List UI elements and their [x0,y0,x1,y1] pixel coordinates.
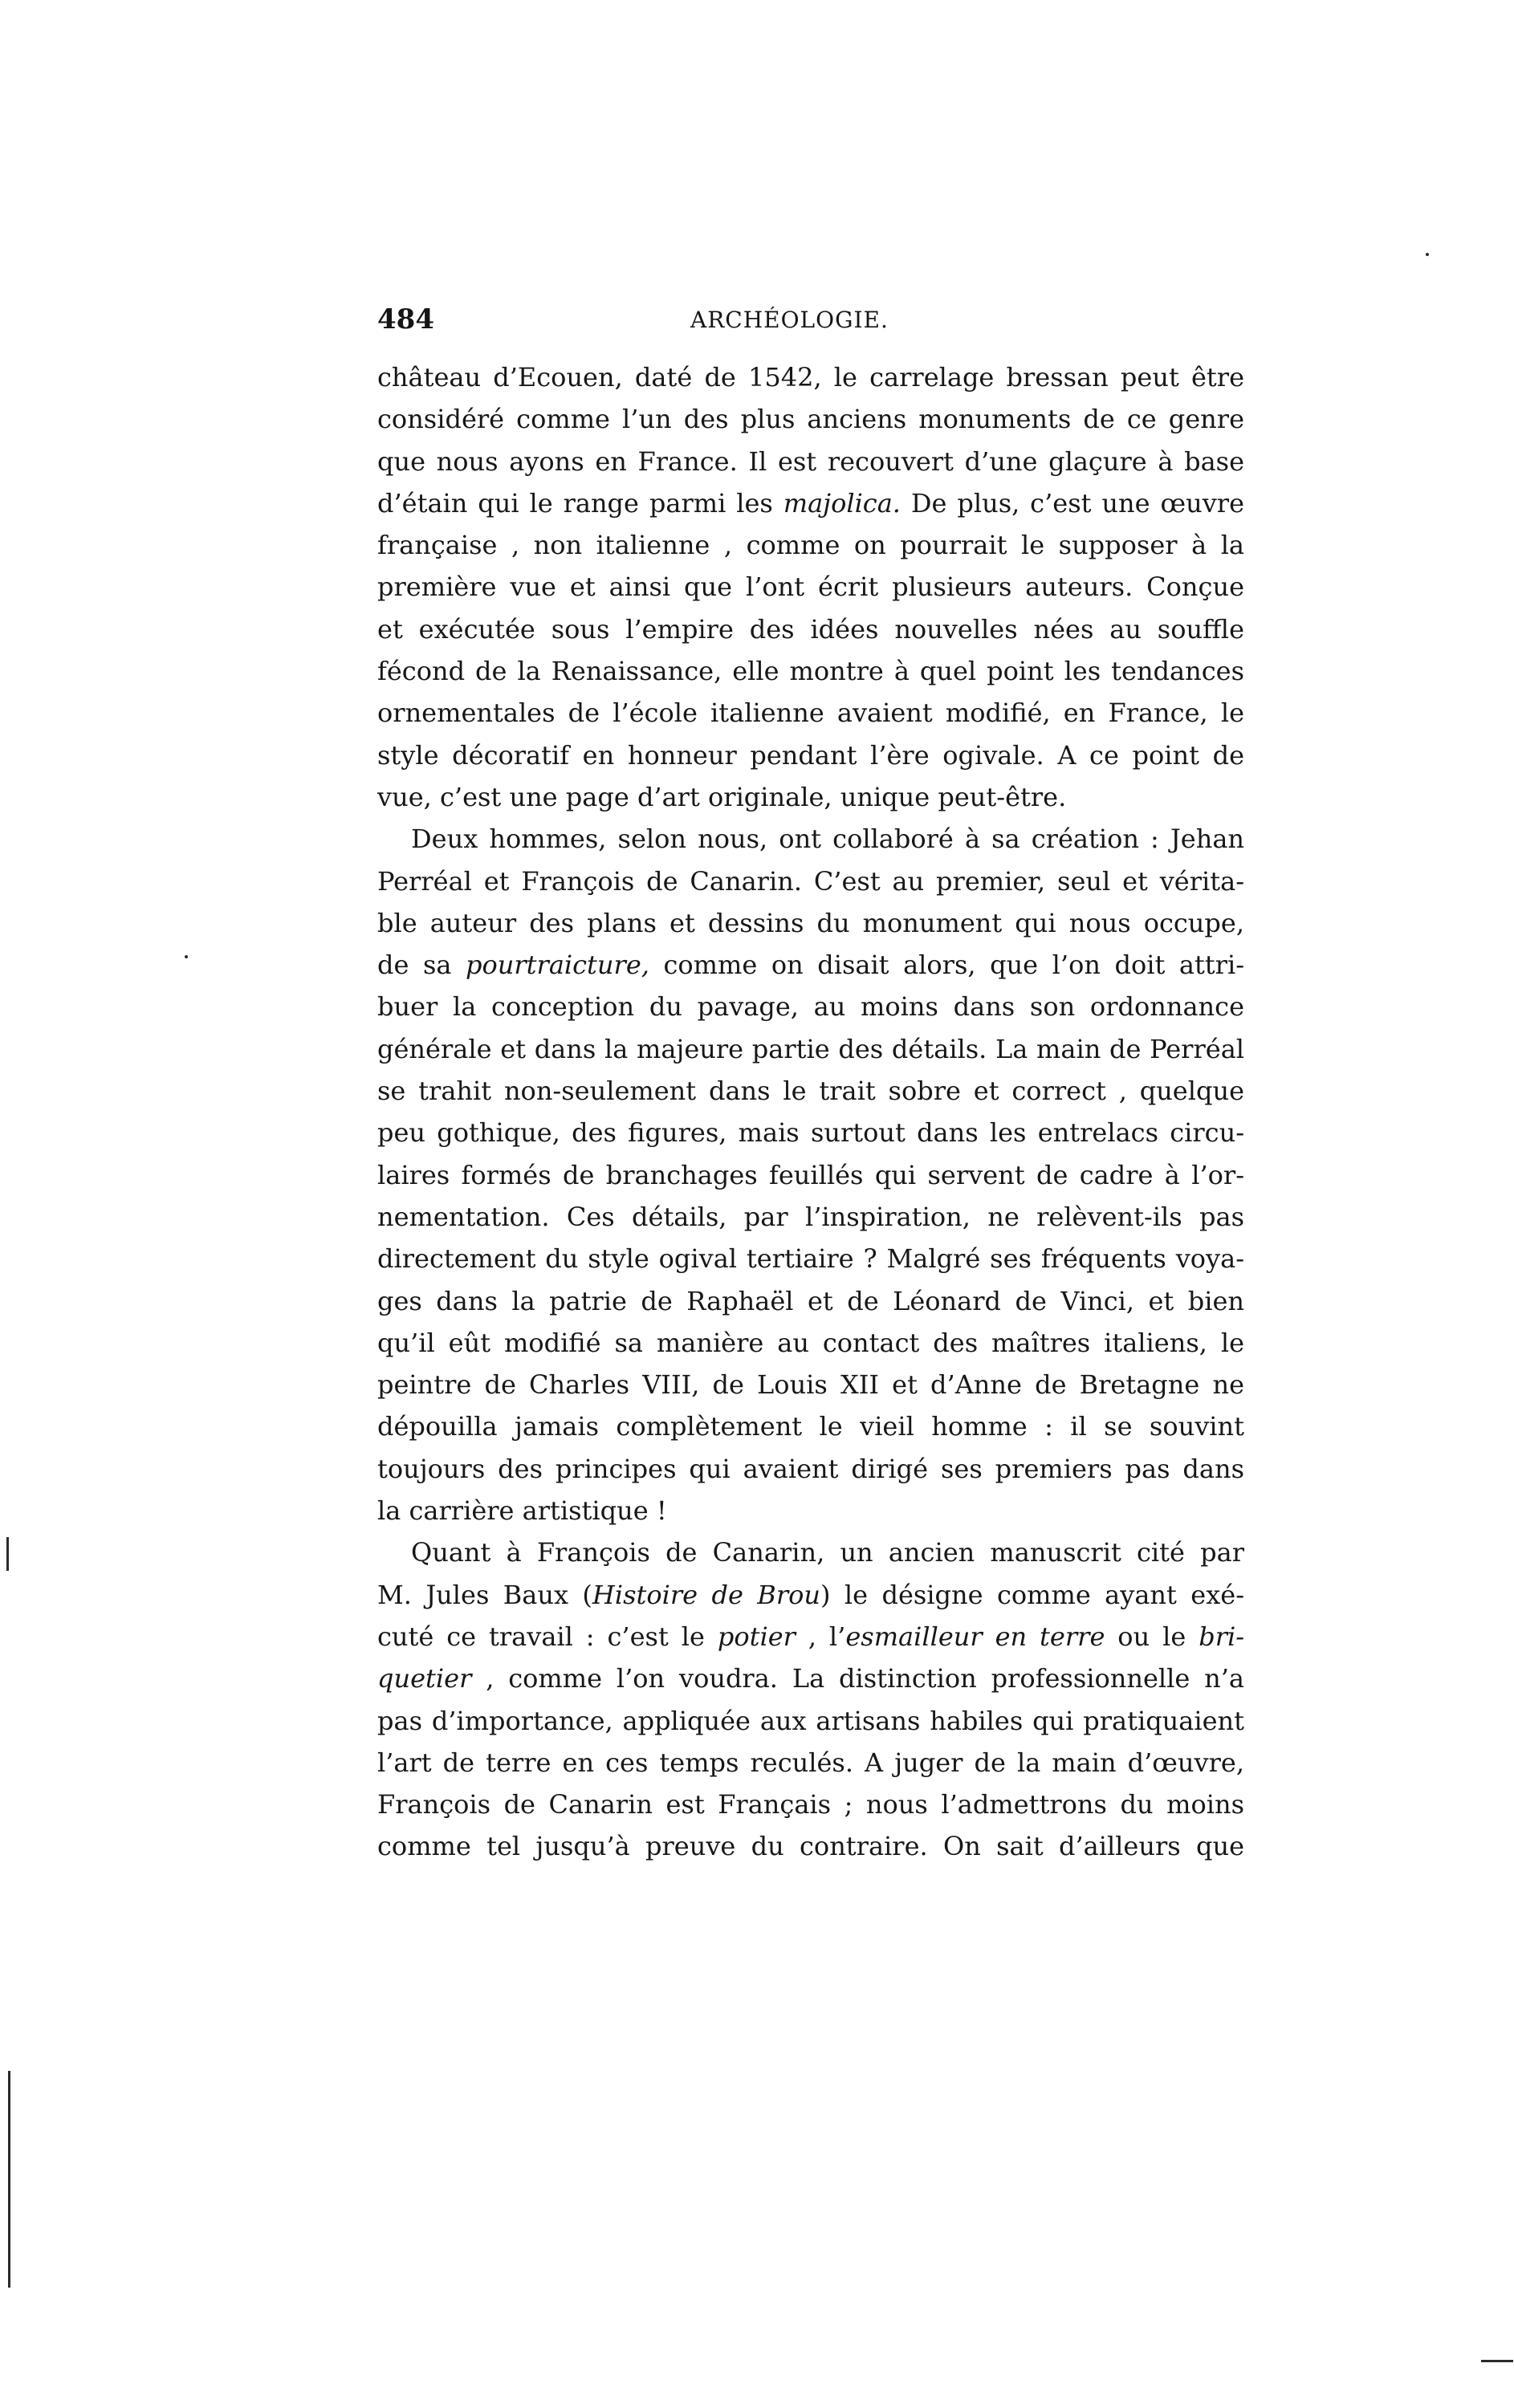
text-line: Quant à François de Canarin, un ancien manuscrit cité par [411,1537,1244,1568]
text-segment: ou le [1105,1621,1199,1652]
text-line: que nous ayons en France. Il est recouvert d’une glaçure à base [377,445,1244,477]
scan-artifact [1426,253,1429,256]
text-line: ble auteur des plans et dessins du monument qui nous occupe, [377,907,1244,938]
italic-term: bri- [1199,1621,1245,1652]
text-line: Perréal et François de Canarin. C’est au premier, seul et vérita- [377,865,1244,897]
scan-artifact [1481,2360,1513,2362]
text-line: se trahit non-seulement dans le trait sobre et correct , quelque [377,1076,1244,1107]
text-line: directement du style ogival tertiaire ? Malgré ses fréquents voya- [377,1243,1244,1275]
text-line: première vue et ainsi que l’ont écrit plusieurs auteurs. Conçue [377,571,1244,603]
text-line: française , non italienne , comme on pourrait le supposer à la [377,530,1244,561]
text-segment: M. Jules Baux ( [377,1579,592,1610]
text-line: François de Canarin est Français ; nous l’admettrons du moins [377,1789,1244,1820]
italic-title: Histoire de Brou [592,1579,820,1610]
text-line [377,1574,1244,1616]
text-line: vue, c’est une page d’art originale, unique peut-être. [377,781,1067,812]
text-line: buer la conception du pavage, au moins dans son ordonnance [377,991,1244,1023]
text-segment: comme on disait alors, que l’on doit attri- [649,950,1244,981]
text-segment: cuté ce travail : c’est le [377,1621,718,1652]
text-line: considéré comme l’un des plus anciens monuments de ce genre [377,404,1244,435]
text-line: peintre de Charles VIII, de Louis XII et d’Anne de Bretagne ne [377,1369,1244,1401]
text-line: nementation. Ces détails, par l’inspiration, ne relèvent-ils pas [377,1201,1244,1232]
scan-artifact [8,2071,10,2288]
text-line: l’art de terre en ces temps reculés. A juger de la main d’œuvre, [377,1747,1244,1778]
text-line: toujours des principes qui avaient dirigé ses premiers pas dans [377,1453,1244,1484]
text-line [377,1658,1244,1699]
text-line: peu gothique, des figures, mais surtout dans les entrelacs circu- [377,1117,1244,1149]
text-line: laires formés de branchages feuillés qui servent de cadre à l’or- [377,1159,1244,1190]
text-line [377,944,1244,986]
running-head: ARCHÉOLOGIE. [690,307,889,333]
text-line: générale et dans la majeure partie des détails. La main de Perréal [377,1033,1244,1064]
text-line: la carrière artistique ! [377,1495,667,1527]
italic-term: potier [717,1621,796,1652]
text-line [377,482,1244,524]
text-line: ornementales de l’école italienne avaient modifié, en France, le [377,698,1244,729]
italic-term: esmailleur en terre [845,1621,1105,1652]
text-line [377,1616,1244,1658]
text-line: pas d’importance, appliquée aux artisans habiles qui pratiquaient [377,1705,1244,1736]
text-line: style décoratif en honneur pendant l’ère ogivale. A ce point de [377,739,1244,771]
text-segment: ) le désigne comme ayant exé- [820,1579,1245,1610]
scan-artifact [6,1537,9,1571]
text-line: fécond de la Renaissance, elle montre à quel point les tendances [377,656,1244,687]
body-text [377,356,1244,1868]
text-line: ges dans la patrie de Raphaël et de Léonard de Vinci, et bien [377,1285,1244,1316]
page-number: 484 [377,303,434,336]
text-line: qu’il eût modifié sa manière au contact des maîtres italiens, le [377,1327,1244,1358]
scan-artifact [185,955,188,958]
text-line: Deux hommes, selon nous, ont collaboré à sa création : Jehan [411,824,1244,855]
text-segment: de sa [377,950,466,981]
text-segment: , l’ [795,1621,846,1652]
text-line: et exécutée sous l’empire des idées nouvelles nées au souffle [377,613,1244,645]
page-header [377,303,1251,344]
italic-term: pourtraicture, [466,950,649,981]
text-line: château d’Ecouen, daté de 1542, le carrelage bressan peut être [377,362,1244,393]
text-segment: d’étain qui le range parmi les [377,487,783,519]
text-segment: , comme l’on voudra. La distinction professionnelle n’a [471,1663,1244,1694]
text-line: dépouilla jamais complètement le vieil homme : il se souvint [377,1411,1244,1442]
italic-term: majolica. [783,487,901,519]
text-line: comme tel jusqu’à preuve du contraire. On sait d’ailleurs que [377,1831,1244,1862]
italic-term: quetier [377,1663,472,1694]
text-segment: De plus, c’est une œuvre [900,487,1245,519]
